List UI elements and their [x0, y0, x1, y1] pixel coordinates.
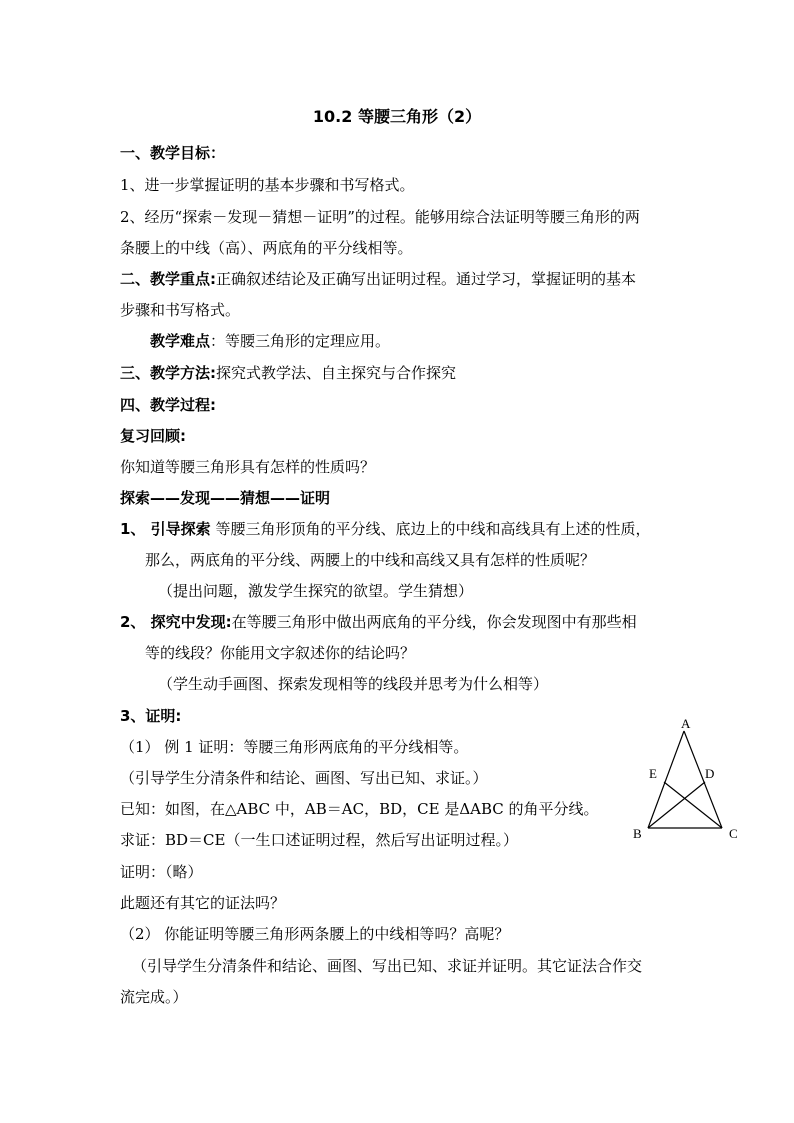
explore-heading: 探索——发现——猜想——证明 [120, 489, 331, 507]
step1-line-2: 那么，两底角的平分线、两腰上的中线和高线又具有怎样的性质呢？ [145, 551, 596, 569]
difficulty-label: 教学难点 [150, 332, 211, 350]
example1-guide: （引导学生分清条件和结论、画图、写出已知、求证。） [120, 769, 488, 787]
section-keypoints-heading: 二、教学重点: [120, 270, 216, 288]
keypoints-text: 正确叙述结论及正确写出证明过程。通过学习，掌握证明的基本 [216, 270, 637, 288]
section-methods-heading: 三、教学方法: [120, 364, 216, 382]
vertex-label-a: A [681, 716, 691, 731]
example1-line: （1） 例 1 证明：等腰三角形两底角的平分线相等。 [120, 738, 469, 756]
example2-line: （2） 你能证明等腰三角形两条腰上的中线相等吗？高呢？ [120, 925, 510, 943]
step3-heading: 3、证明: [120, 707, 182, 725]
vertex-label-c: C [729, 826, 738, 841]
review-question: 你知道等腰三角形具有怎样的性质吗？ [120, 458, 376, 476]
example1-prove: 求证：BD＝CE（一生口述证明过程，然后写出证明过程。） [120, 831, 518, 849]
point-label-e: E [649, 766, 657, 781]
section-objectives-heading: 一、教学目标： [120, 144, 226, 162]
step2-text: 在等腰三角形中做出两底角的平分线，你会发现图中有那些相 [231, 613, 637, 631]
difficulty-text: ：等腰三角形的定理应用。 [210, 332, 391, 350]
step2-line-2: 等的线段？你能用文字叙述你的结论吗？ [145, 644, 416, 662]
step1-label: 1、 引导探索 [120, 520, 211, 538]
step1-note: （提出问题，激发学生探究的欲望。学生猜想） [158, 582, 474, 600]
example1-given: 已知：如图，在△ABC 中，AB＝AC，BD，CE 是ΔABC 的角平分线。 [120, 800, 599, 818]
step1-text: 等腰三角形顶角的平分线、底边上的中线和高线具有上述的性质， [215, 520, 651, 538]
example1-proof: 证明：（略） [120, 863, 203, 881]
section-process-heading: 四、教学过程: [120, 396, 216, 414]
objective-item-2-line-1: 2、经历“探索－发现－猜想－证明”的过程。能够用综合法证明等腰三角形的两 [120, 208, 640, 226]
section-methods-line [120, 362, 456, 384]
review-heading: 复习回顾: [120, 427, 186, 445]
section-keypoints-line-2: 步骤和书写格式。 [120, 301, 241, 319]
objective-item-1: 1、进一步掌握证明的基本步骤和书写格式。 [120, 176, 415, 194]
difficulty-line [150, 330, 390, 352]
triangle-diagram [626, 716, 756, 846]
vertex-label-b: B [633, 826, 642, 841]
example2-guide-line-1: （引导学生分清条件和结论、画图、写出已知、求证并证明。其它证法合作交 [132, 957, 643, 975]
step2-label: 2、 探究中发现: [120, 613, 232, 631]
step1-line-1 [120, 518, 650, 540]
step2-line-1 [120, 611, 637, 633]
page-title: 10.2 等腰三角形（2） [312, 107, 482, 126]
methods-text: 探究式教学法、自主探究与合作探究 [216, 364, 457, 382]
step2-note: （学生动手画图、探索发现相等的线段并思考为什么相等） [158, 675, 549, 693]
triangle-figure [626, 716, 756, 846]
objective-item-2-line-2: 条腰上的中线（高）、两底角的平分线相等。 [120, 239, 413, 257]
section-keypoints-line-1 [120, 268, 636, 290]
example1-other-methods: 此题还有其它的证法吗？ [120, 894, 286, 912]
example2-guide-line-2: 流完成。） [120, 988, 188, 1006]
point-label-d: D [705, 766, 715, 781]
